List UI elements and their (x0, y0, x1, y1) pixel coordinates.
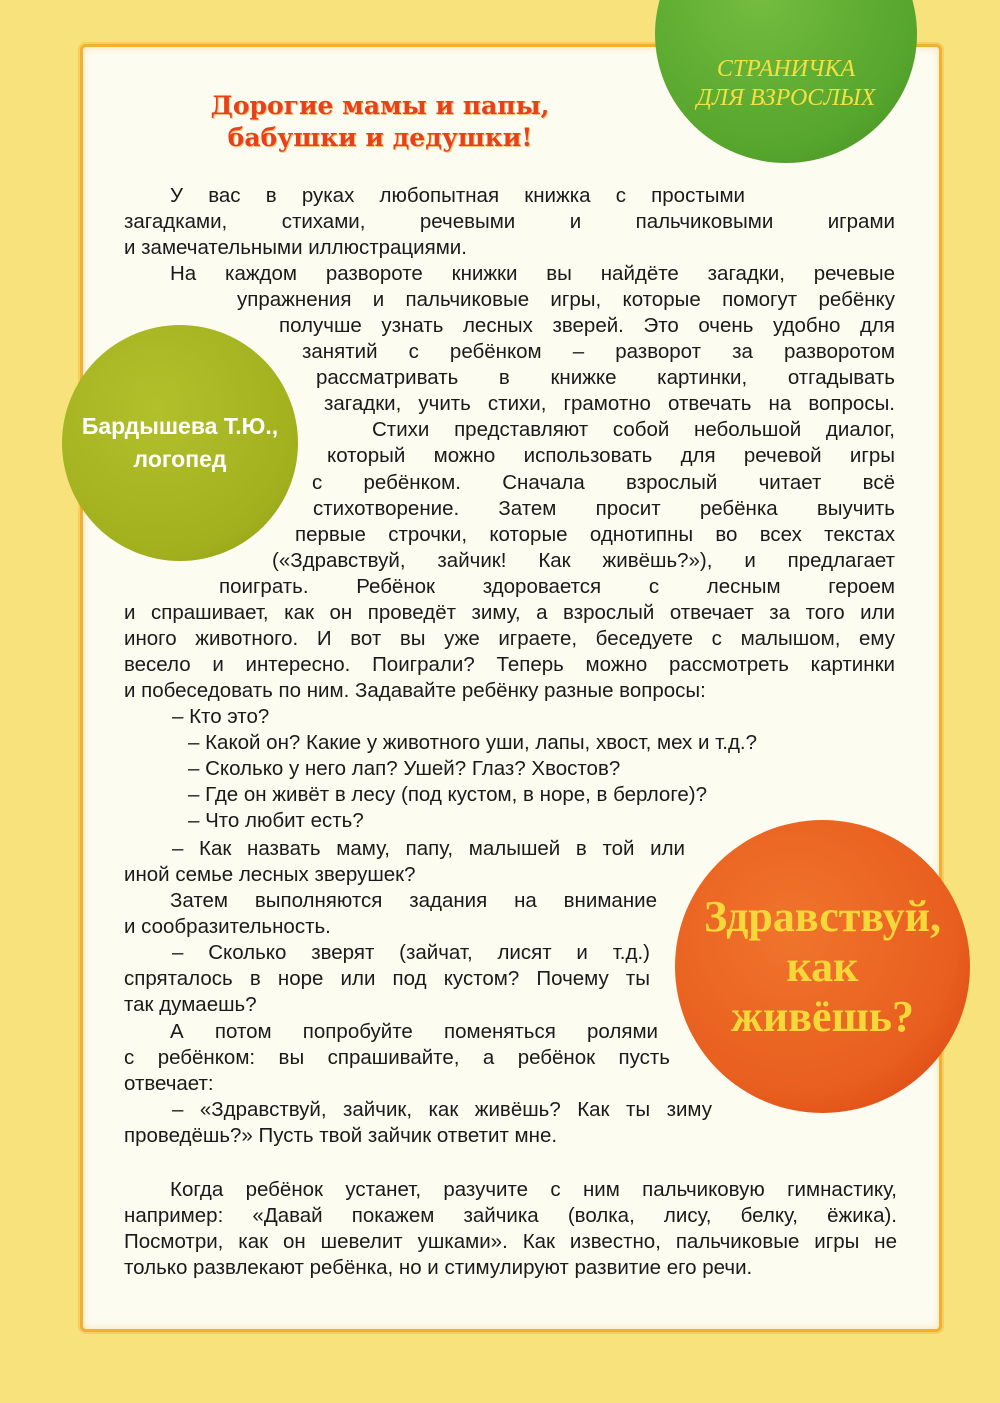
text-line: первые строчки, которые однотипны во всех текстах (295, 523, 895, 546)
text-line: («Здравствуй, зайчик! Как живёшь?»), и предлагает (272, 549, 895, 572)
text-line: и побеседовать по ним. Задавайте ребёнку разные вопросы: (124, 679, 706, 702)
text-line: например: «Давай покажем зайчика (волка, лису, белку, ёжика). (124, 1204, 897, 1227)
text-line: занятий с ребёнком – разворот за разворотом (302, 340, 895, 363)
text-line: – Что любит есть? (188, 809, 364, 832)
text-line: – Сколько у него лап? Ушей? Глаз? Хвостов? (188, 757, 621, 780)
title-line-1: Дорогие мамы и папы, (210, 91, 550, 120)
text-line: проведёшь?» Пусть твой зайчик ответит мне. (124, 1124, 558, 1147)
text-line: отвечает: (124, 1072, 214, 1095)
text-line: – Кто это? (172, 705, 270, 728)
text-line: загадки, учить стихи, грамотно отвечать на вопросы. (324, 392, 895, 415)
author-circle (62, 325, 298, 561)
text-line: получше узнать лесных зверей. Это очень удобно для (279, 314, 895, 337)
text-line: – Где он живёт в лесу (под кустом, в норе, в берлоге)? (188, 783, 707, 806)
slogan-line-2: как (786, 941, 859, 991)
text-line: упражнения и пальчиковые игры, которые помогут ребёнку (237, 288, 895, 311)
page-title (190, 90, 570, 154)
slogan-line-1: Здравствуй, (704, 891, 941, 941)
text-line: иной семье лесных зверушек? (124, 863, 416, 886)
text-line: рассматривать в книжке картинки, отгадывать (316, 366, 895, 389)
text-line: Посмотри, как он шевелит ушками». Как известно, пальчиковые игры не (124, 1230, 897, 1253)
slogan-line-3: живёшь? (731, 991, 914, 1041)
title-line-2: бабушки и дедушки! (227, 123, 533, 152)
text-line: и сообразительность. (124, 915, 331, 938)
text-line: спряталось в норе или под кустом? Почему ты (124, 967, 650, 990)
text-line: иного животного. И вот вы уже играете, беседуете с малышом, ему (124, 627, 895, 650)
text-line: и замечательными иллюстрациями. (124, 236, 467, 259)
text-line: Когда ребёнок устанет, разучите с ним пальчиковую гимнастику, (170, 1178, 897, 1201)
text-line: с ребёнком. Сначала взрослый читает всё (312, 471, 895, 494)
text-line: с ребёнком: вы спрашивайте, а ребёнок пусть (124, 1046, 670, 1069)
text-line: А потом попробуйте поменяться ролями (170, 1020, 658, 1043)
section-badge-line-2: ДЛЯ ВЗРОСЛЫХ (696, 85, 876, 111)
text-line: – Какой он? Какие у животного уши, лапы, хвост, мех и т.д.? (188, 731, 758, 754)
section-badge-line-1: СТРАНИЧКА (716, 56, 856, 82)
text-line: поиграть. Ребёнок здоровается с лесным героем (219, 575, 895, 598)
text-line: который можно использовать для речевой игры (327, 444, 895, 467)
text-line: так думаешь? (124, 993, 257, 1016)
text-line: стихотворение. Затем просит ребёнка выучить (313, 497, 895, 520)
slogan-circle (675, 820, 970, 1113)
text-line: загадками, стихами, речевыми и пальчиковыми играми (124, 210, 895, 233)
text-line: Стихи представляют собой небольшой диалог, (372, 418, 895, 441)
text-line: весело и интересно. Поиграли? Теперь можно рассмотреть картинки (124, 653, 895, 676)
author-role: логопед (133, 446, 227, 472)
author-name: Бардышева Т.Ю., (81, 413, 279, 439)
text-line: – Сколько зверят (зайчат, лисят и т.д.) (172, 941, 650, 964)
text-line: и спрашивает, как он проведёт зиму, а взрослый отвечает за того или (124, 601, 895, 624)
text-line: – «Здравствуй, зайчик, как живёшь? Как ты зиму (172, 1098, 712, 1121)
text-line: На каждом развороте книжки вы найдёте загадки, речевые (170, 262, 895, 285)
text-line: У вас в руках любопытная книжка с простыми (170, 184, 745, 207)
text-line: – Как назвать маму, папу, малышей в той или (172, 837, 685, 860)
text-line: Затем выполняются задания на внимание (170, 889, 657, 912)
text-line: только развлекают ребёнка, но и стимулируют развитие его речи. (124, 1256, 753, 1279)
